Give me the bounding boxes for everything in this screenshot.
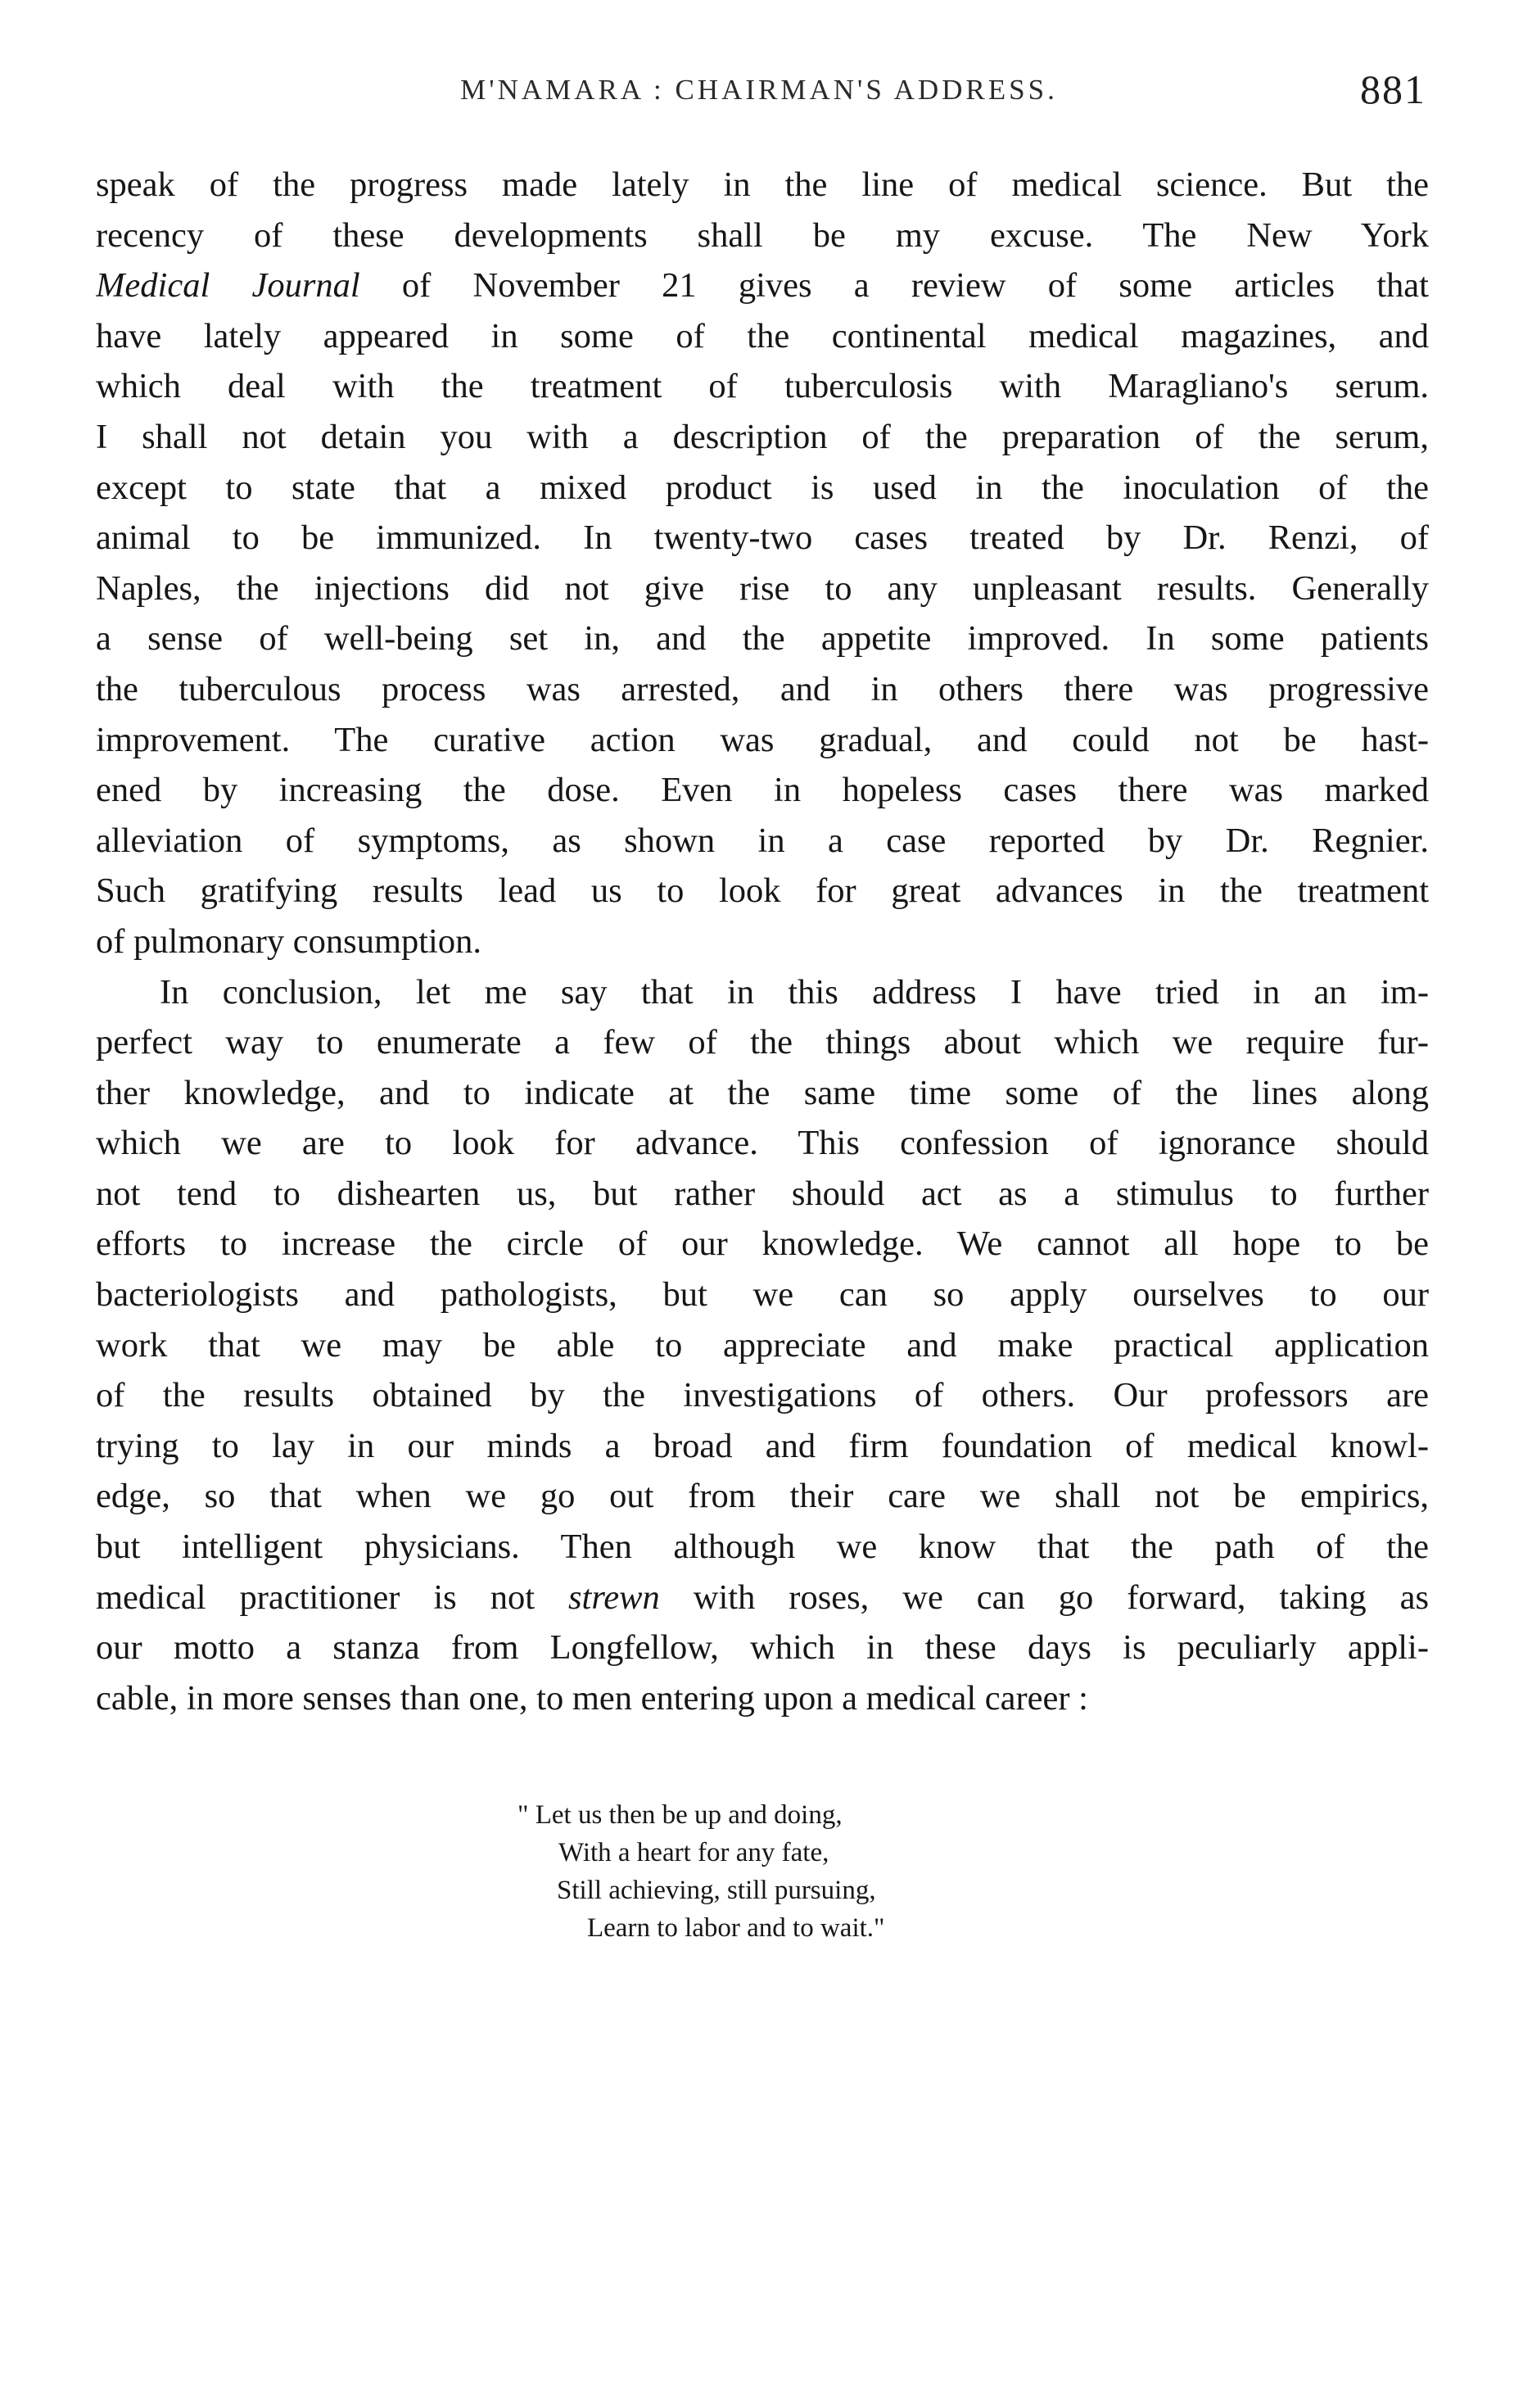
text-line: animal to be immunized. In twenty-two cases treated by Dr. Renzi, of — [96, 518, 1429, 558]
text-line: Naples, the injections did not give rise to any unpleasant results. Generally — [96, 568, 1429, 608]
text-line: but intelligent physicians. Then although we know that the path of the — [96, 1528, 1429, 1567]
text-line: I shall not detain you with a description of the preparation of the serum, — [96, 417, 1429, 456]
paragraph-2 — [96, 967, 1429, 1724]
text-line: In conclusion, let me say that in this address I have tried in an im- — [160, 972, 1429, 1012]
poem-line: Learn to labor and to wait." — [587, 1913, 885, 1943]
text-line: improvement. The curative action was gradual, and could not be hast- — [96, 720, 1429, 759]
text-line: trying to lay in our minds a broad and firm foundation of medical knowl- — [96, 1426, 1429, 1465]
italic-text: strewn — [568, 1577, 660, 1617]
poem-line: " Let us then be up and doing, — [517, 1800, 843, 1830]
italic-text: Medical Journal — [96, 266, 360, 306]
text-line: alleviation of symptoms, as shown in a case reported by Dr. Regnier. — [96, 821, 1429, 860]
text-line: speak of the progress made lately in the line of medical science. But the — [96, 165, 1429, 204]
page-number: 881 — [1360, 66, 1426, 112]
text-line: perfect way to enumerate a few of the things about which we require fur- — [96, 1023, 1429, 1062]
text-line: which deal with the treatment of tuberculosis with Maragliano's serum. — [96, 367, 1429, 406]
text-line: have lately appeared in some of the continental medical magazines, and — [96, 316, 1429, 355]
running-head — [92, 66, 1426, 123]
text-line: ened by increasing the dose. Even in hopeless cases there was marked — [96, 771, 1429, 810]
text-line: the tuberculous process was arrested, and in others there was progressive — [96, 669, 1429, 708]
text-line: which we are to look for advance. This confession of ignorance should — [96, 1124, 1429, 1163]
text-line: efforts to increase the circle of our knowledge. We cannot all hope to be — [96, 1224, 1429, 1264]
text-line: cable, in more senses than one, to men entering upon a medical career : — [96, 1678, 1088, 1718]
poem-line: With a heart for any fate, — [558, 1838, 829, 1867]
text-line: edge, so that when we go out from their care we shall not be empirics, — [96, 1477, 1429, 1516]
text-line: of the results obtained by the investigations of others. Our professors are — [96, 1376, 1429, 1415]
paragraph-1 — [96, 160, 1429, 967]
text-line: medical practitioner is not strewn with roses, we can go forward, taking as — [96, 1577, 1429, 1617]
text-line: our motto a stanza from Longfellow, which in these days is peculiarly appli- — [96, 1628, 1429, 1668]
text-line: recency of these developments shall be my excuse. The New York — [96, 215, 1429, 255]
running-title: M'NAMARA : CHAIRMAN'S ADDRESS. — [460, 74, 1058, 106]
text-line: not tend to dishearten us, but rather should act as a stimulus to further — [96, 1174, 1429, 1213]
text-line: of pulmonary consumption. — [96, 921, 481, 961]
body-text — [96, 160, 1429, 1723]
text-line: except to state that a mixed product is used in the inoculation of the — [96, 468, 1429, 507]
text-line: ther knowledge, and to indicate at the same time some of the lines along — [96, 1073, 1429, 1112]
text-line: Such gratifying results lead us to look for great advances in the treatment — [96, 871, 1429, 911]
poem-stanza — [0, 1796, 1532, 1947]
text-line: bacteriologists and pathologists, but we can so apply ourselves to our — [96, 1275, 1429, 1315]
text-line: work that we may be able to appreciate and make practical application — [96, 1325, 1429, 1365]
poem-line: Still achieving, still pursuing, — [557, 1876, 876, 1905]
text-line: a sense of well-being set in, and the appetite improved. In some patients — [96, 619, 1429, 659]
text-line: Medical Journal of November 21 gives a review of some articles that — [96, 266, 1429, 306]
